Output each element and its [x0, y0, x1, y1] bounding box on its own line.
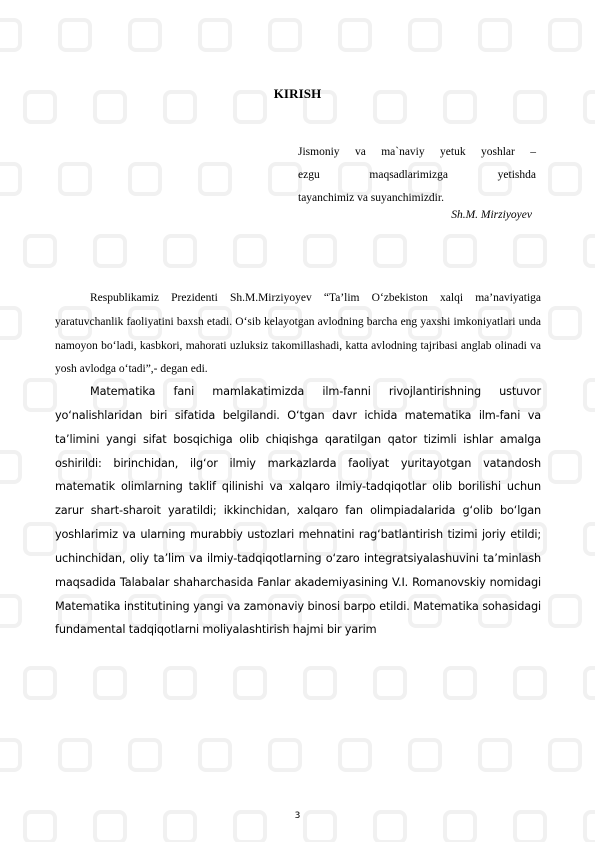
watermark-tile	[480, 740, 510, 770]
watermark-tile	[585, 668, 595, 698]
watermark-tile	[25, 236, 55, 266]
watermark-tile	[585, 236, 595, 266]
watermark-tile	[200, 164, 230, 194]
watermark-tile	[235, 668, 265, 698]
watermark-tile	[585, 524, 595, 554]
watermark-tile	[585, 380, 595, 410]
watermark-tile	[25, 524, 55, 554]
watermark-tile	[480, 20, 510, 50]
watermark-tile	[410, 20, 440, 50]
watermark-tile	[550, 740, 580, 770]
watermark-tile	[305, 236, 335, 266]
watermark-tile	[445, 668, 475, 698]
watermark-tile	[25, 380, 55, 410]
watermark-tile	[165, 668, 195, 698]
watermark-tile	[0, 452, 20, 482]
watermark-tile	[25, 668, 55, 698]
watermark-tile	[0, 740, 20, 770]
watermark-tile	[340, 740, 370, 770]
watermark-tile	[0, 596, 20, 626]
watermark-tile	[270, 740, 300, 770]
watermark-tile	[550, 596, 580, 626]
watermark-tile	[60, 740, 90, 770]
watermark-tile	[130, 164, 160, 194]
watermark-tile	[270, 20, 300, 50]
intro-paragraph	[55, 287, 541, 382]
watermark-tile	[130, 740, 160, 770]
watermark-tile	[0, 164, 20, 194]
watermark-tile	[95, 668, 125, 698]
epigraph	[298, 141, 536, 210]
watermark-tile	[550, 164, 580, 194]
watermark-tile	[200, 740, 230, 770]
epigraph-line: ezgu maqsadlarimizga yetishda	[298, 169, 536, 181]
watermark-tile	[410, 740, 440, 770]
watermark-tile	[375, 668, 405, 698]
watermark-tile	[515, 236, 545, 266]
watermark-tile	[95, 236, 125, 266]
page-number: 3	[294, 811, 301, 821]
watermark-tile	[60, 164, 90, 194]
watermark-tile	[445, 236, 475, 266]
watermark-tile	[375, 236, 405, 266]
intro-paragraph-text: Respublikamiz Prezidenti Sh.M.Mirziyoyev “Ta’lim O‘zbekiston xalqi ma’naviyatiga yaratuvchanlik faoliyatini baxsh etadi. O‘sib kelayotgan avlodning barcha eng yaxshi imkoniyatlari unda namoyon bo‘ladi, kasbkori, mahorati uzluksiz takomillashadi, katta avlodning tajribasi anglab olinadi va yosh avlodga o‘tadi”,- degan edi.	[55, 292, 541, 376]
watermark-tile	[165, 236, 195, 266]
watermark-tile	[550, 20, 580, 50]
watermark-tile	[200, 20, 230, 50]
watermark-tile	[340, 20, 370, 50]
body-paragraph-text: Matematika fani mamlakatimizda ilm-fanni rivojlantirishning ustuvor yo‘nalishlaridan biri sifatida belgilandi. O‘tgan davr ichida matematika ilm-fani va ta’limini yangi sifat bosqichiga olib chiqishga qaratilgan qator tizimli ishlar amalga oshirildi: birinchidan, ilg‘or ilmiy markazlarda faoliyat yuritayotgan vatandosh matematik olimlarning taklif qilinishi va xalqaro ilmiy-tadqiqotlar olib borilishi uchun zarur shart-sharoit yaratildi; ikkinchidan, xalqaro fan olimpiadalarida g‘olib bo‘lgan yoshlarimiz va ularning murabbiy ustozlari mehnatini rag‘batlantirish tizimi joriy etildi; uchinchidan, oliy ta’lim va ilmiy-tadqiqotlarning o‘zaro integratsiyalashuvini ta’minlash maqsadida Talabalar shaharchasida Fanlar akademiyasining V.I. Romanovskiy nomidagi Matematika institutining yangi va zamonaviy binosi barpo etildi. Matematika sohasidagi fundamental tadqiqotlarni moliyalashtirish hajmi bir yarim	[55, 385, 541, 637]
watermark-tile	[60, 20, 90, 50]
watermark-tile	[235, 236, 265, 266]
epigraph-author: Sh.M. Mirziyoyev	[451, 209, 532, 221]
epigraph-line: tayanchimiz va suyanchimizdir.	[298, 192, 444, 204]
body-paragraph	[55, 380, 541, 642]
page-title: KIRISH	[273, 86, 322, 101]
watermark-tile	[550, 452, 580, 482]
watermark-tile	[0, 308, 20, 338]
watermark-tile	[0, 20, 20, 50]
watermark-tile	[550, 308, 580, 338]
watermark-tile	[515, 668, 545, 698]
epigraph-line: Jismoniy va ma`naviy yetuk yoshlar –	[298, 146, 536, 158]
watermark-tile	[130, 20, 160, 50]
watermark-tile	[270, 164, 300, 194]
watermark-tile	[305, 668, 335, 698]
